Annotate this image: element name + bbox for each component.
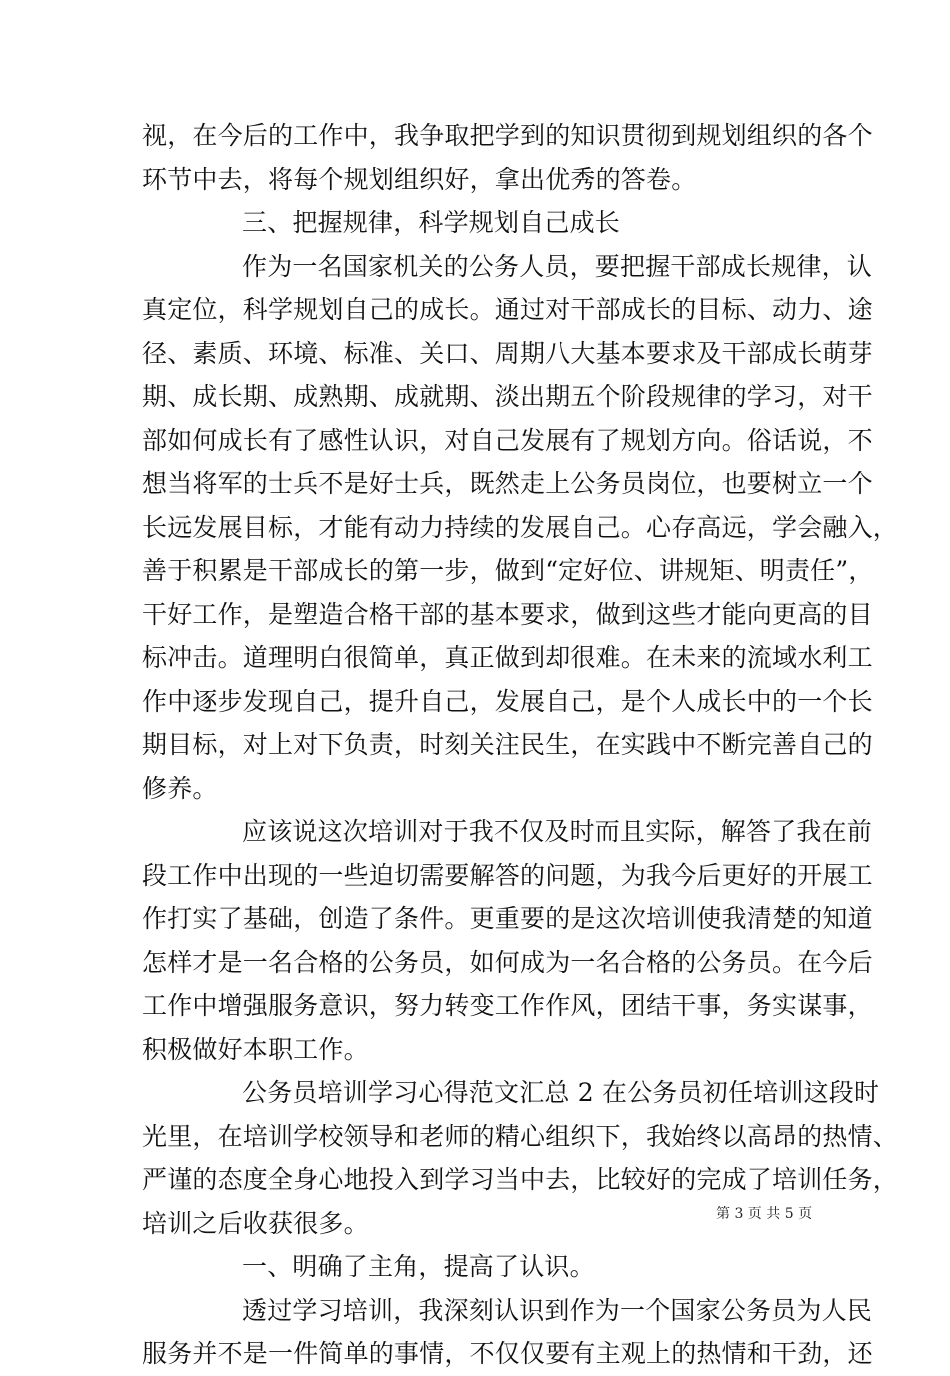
text-line: 期、成长期、成熟期、成就期、淡出期五个阶段规律的学习，对干 (142, 382, 873, 411)
text-line: 径、素质、环境、标准、关口、周期八大基本要求及干部成长萌芽 (142, 338, 873, 368)
text-line: 想当将军的士兵不是好士兵，既然走上公务员岗位，也要树立一个 (142, 469, 873, 498)
text-line: 光里，在培训学校领导和老师的精心组织下，我始终以高昂的热情、 (142, 1121, 899, 1151)
text-line: 工作中增强服务意识，努力转变工作作风，团结干事，务实谋事， (142, 991, 873, 1020)
text-line: 透过学习培训，我深刻认识到作为一个国家公务员为人民 (242, 1295, 873, 1325)
text-line: 标冲击。道理明白很简单，真正做到却很难。在未来的流域水利工 (142, 643, 873, 672)
text-line: 严谨的态度全身心地投入到学习当中去，比较好的完成了培训任务， (142, 1165, 899, 1194)
section-heading: 一、明确了主角，提高了认识。 (242, 1252, 595, 1281)
text-line: 服务并不是一件简单的事情，不仅仅要有主观上的热情和干劲，还 (142, 1339, 873, 1368)
text-line: 部如何成长有了感性认识，对自己发展有了规划方向。俗话说，不 (142, 425, 873, 455)
text-line: 段工作中出现的一些迫切需要解答的问题，为我今后更好的开展工 (142, 860, 873, 890)
text-line: 应该说这次培训对于我不仅及时而且实际，解答了我在前 (242, 817, 873, 846)
text-line: 修养。 (142, 773, 218, 803)
text-line: 作为一名国家机关的公务人员，要把握干部成长规律，认 (242, 251, 873, 281)
text-line: 干好工作，是塑造合格干部的基本要求，做到这些才能向更高的目 (142, 599, 873, 629)
text-line: 积极做好本职工作。 (142, 1034, 369, 1064)
text-line: 善于积累是干部成长的第一步，做到“定好位、讲规矩、明责任”， (142, 556, 874, 585)
text-line: 期目标，对上对下负责，时刻关注民生，在实践中不断完善自己的 (142, 730, 873, 759)
text-line: 环节中去，将每个规划组织好，拿出优秀的答卷。 (142, 164, 697, 194)
body-text (142, 114, 899, 1376)
text-line: 培训之后收获很多。 (142, 1208, 369, 1238)
text-line: 视，在今后的工作中，我争取把学到的知识贯彻到规划组织的各个 (142, 121, 873, 150)
page-number-footer: 第 3 页 共 5 页 (716, 1206, 813, 1222)
text-line: 怎样才是一名合格的公务员，如何成为一名合格的公务员。在今后 (142, 947, 873, 977)
text-line: 真定位，科学规划自己的成长。通过对干部成长的目标、动力、途 (142, 295, 873, 324)
text-line: 公务员培训学习心得范文汇总 2 在公务员初任培训这段时 (242, 1078, 880, 1107)
text-line: 作打实了基础，创造了条件。更重要的是这次培训使我清楚的知道 (142, 904, 873, 933)
text-line: 作中逐步发现自己，提升自己，发展自己，是个人成长中的一个长 (142, 686, 873, 716)
section-heading: 三、把握规律，科学规划自己成长 (242, 208, 621, 237)
text-line: 长远发展目标，才能有动力持续的发展自己。心存高远，学会融入， (142, 512, 899, 542)
